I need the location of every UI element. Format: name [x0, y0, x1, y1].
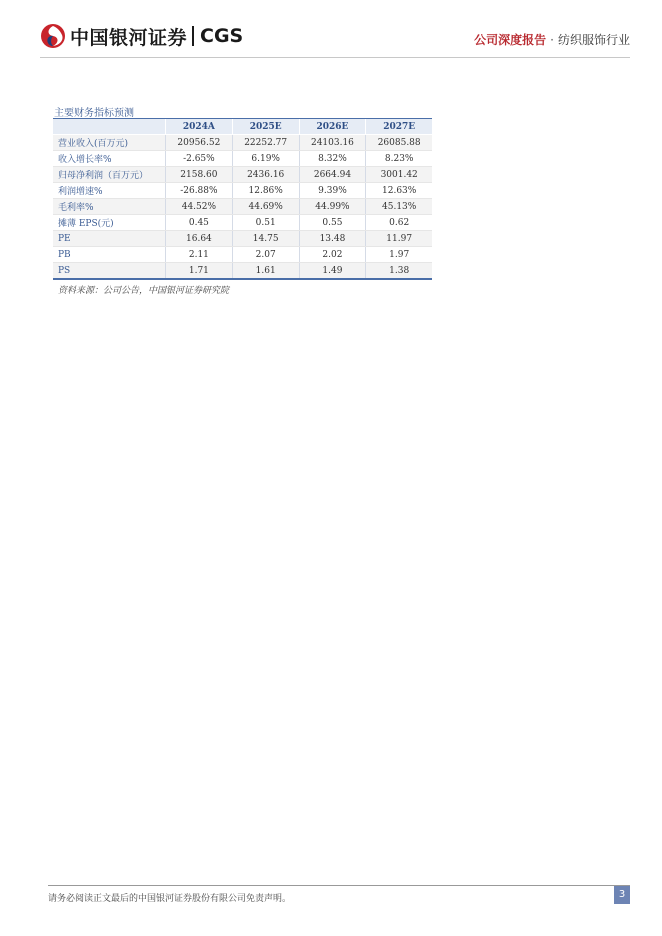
cgs-logo-icon — [40, 23, 66, 49]
table-cell: 24103.16 — [299, 135, 366, 151]
table-cell: 2664.94 — [299, 167, 366, 183]
table-cell: 3001.42 — [366, 167, 432, 183]
table-row — [53, 183, 432, 199]
table-cell: 12.63% — [366, 183, 432, 199]
table-cell: 44.99% — [299, 199, 366, 215]
table-cell: 11.97 — [366, 231, 432, 247]
table-cell: 9.39% — [299, 183, 366, 199]
table-cell: 2.11 — [166, 247, 233, 263]
header-separator: · — [550, 33, 554, 47]
table-cell: 0.55 — [299, 215, 366, 231]
table-row — [53, 135, 432, 151]
table-cell: 1.97 — [366, 247, 432, 263]
row-label: 归母净利润（百万元） — [53, 167, 166, 183]
table-cell: 14.75 — [232, 231, 299, 247]
logo-divider — [192, 26, 194, 46]
table-cell: 2.02 — [299, 247, 366, 263]
industry-label: 纺织服饰行业 — [557, 33, 630, 47]
table-source-note: 资料来源：公司公告，中国银河证券研究院 — [58, 286, 230, 296]
row-label: 摊薄 EPS(元) — [53, 215, 166, 231]
table-cell: 8.23% — [366, 151, 432, 167]
column-header: 2027E — [366, 119, 432, 135]
header-divider — [40, 57, 630, 58]
table-cell: 44.69% — [232, 199, 299, 215]
table-cell: 26085.88 — [366, 135, 432, 151]
table-cell: 44.52% — [166, 199, 233, 215]
table-row — [53, 215, 432, 231]
table-row — [53, 263, 432, 280]
row-label: PE — [53, 231, 166, 247]
row-label: 利润增速% — [53, 183, 166, 199]
table-cell: 1.71 — [166, 263, 233, 280]
table-cell: 16.64 — [166, 231, 233, 247]
footer-divider — [48, 885, 630, 886]
table-cell: 20956.52 — [166, 135, 233, 151]
table-header-row — [53, 119, 432, 135]
column-header: 2024A — [166, 119, 233, 135]
table-cell: -2.65% — [166, 151, 233, 167]
brand-logo — [40, 22, 243, 50]
table-cell: 12.86% — [232, 183, 299, 199]
table-cell: 1.38 — [366, 263, 432, 280]
table-cell: 8.32% — [299, 151, 366, 167]
table-cell: 2158.60 — [166, 167, 233, 183]
column-header: 2025E — [232, 119, 299, 135]
table-row — [53, 247, 432, 263]
table-cell: 45.13% — [366, 199, 432, 215]
table-row — [53, 199, 432, 215]
table-row — [53, 151, 432, 167]
table-cell: 0.62 — [366, 215, 432, 231]
row-label: PS — [53, 263, 166, 280]
column-header: 2026E — [299, 119, 366, 135]
footer-disclaimer: 请务必阅读正文最后的中国银河证券股份有限公司免责声明。 — [48, 894, 292, 904]
table-cell: 2.07 — [232, 247, 299, 263]
table-cell: 1.61 — [232, 263, 299, 280]
table-cell: 0.51 — [232, 215, 299, 231]
logo-chinese-name: 中国银河证券 — [70, 26, 188, 49]
table-cell: 13.48 — [299, 231, 366, 247]
row-label: PB — [53, 247, 166, 263]
table-cell: 0.45 — [166, 215, 233, 231]
financial-forecast-table — [53, 118, 432, 280]
table-cell: 22252.77 — [232, 135, 299, 151]
row-label: 毛利率% — [53, 199, 166, 215]
report-type: 公司深度报告 — [474, 33, 547, 47]
table-cell: 2436.16 — [232, 167, 299, 183]
page-number: 3 — [614, 886, 630, 904]
logo-english-name: CGS — [200, 25, 244, 47]
row-label: 营业收入(百万元) — [53, 135, 166, 151]
table-cell: 1.49 — [299, 263, 366, 280]
row-label: 收入增长率% — [53, 151, 166, 167]
table-row — [53, 231, 432, 247]
page-header — [0, 0, 662, 62]
column-header — [53, 119, 166, 135]
table-title: 主要财务指标预测 — [54, 108, 134, 119]
table-row — [53, 167, 432, 183]
table-cell: -26.88% — [166, 183, 233, 199]
report-category — [474, 31, 630, 48]
table-cell: 6.19% — [232, 151, 299, 167]
